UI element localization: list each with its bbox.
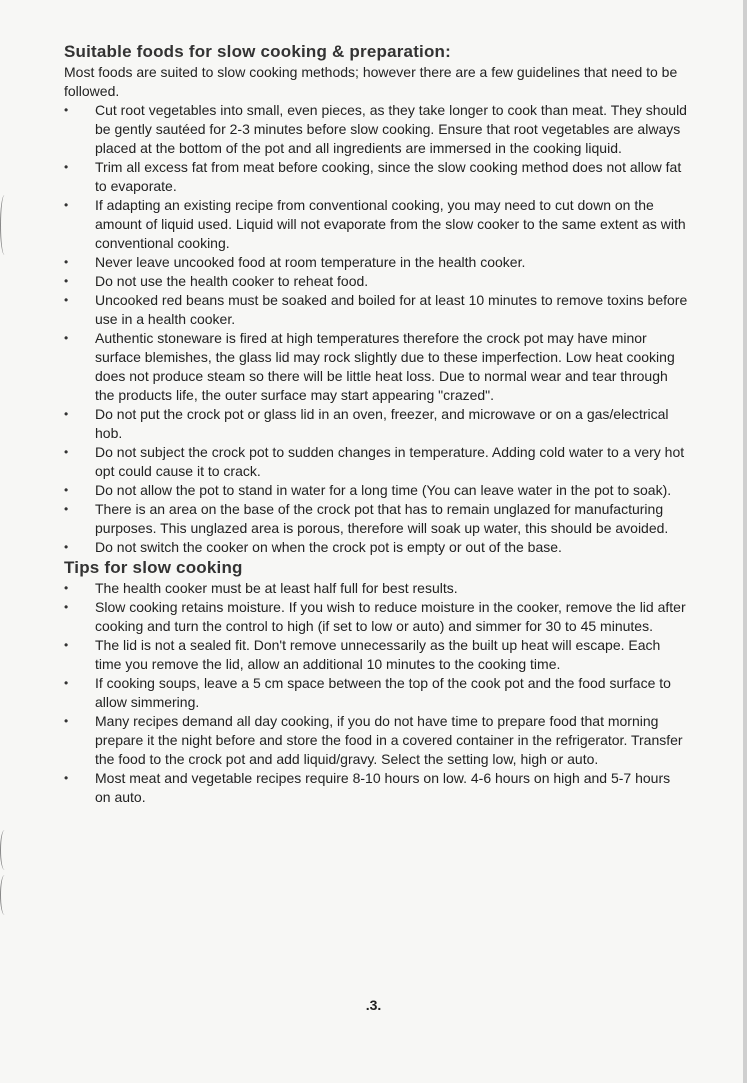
list-item-text: Uncooked red beans must be soaked and boiled for at least 10 minutes to remove toxins before use in a health cooker.: [95, 292, 688, 327]
list-item-text: Do not switch the cooker on when the crock pot is empty or out of the base.: [95, 539, 562, 555]
bullet-icon: •: [64, 600, 69, 614]
bullet-icon: •: [64, 502, 69, 516]
list-item: [64, 443, 689, 481]
list-item-text: If adapting an existing recipe from conventional cooking, you may need to cut down on the amount of liquid used. Liquid will not evaporate from the slow cooker to the same extent as with conventional cooking.: [95, 197, 686, 251]
section-heading-suitable-foods: Suitable foods for slow cooking & preparation:: [64, 42, 452, 61]
bullet-icon: •: [64, 103, 69, 117]
list-item-text: Most meat and vegetable recipes require 8-10 hours on low. 4-6 hours on high and 5-7 hours on auto.: [95, 770, 671, 805]
intro-paragraph: Most foods are suited to slow cooking methods; however there are a few guidelines that need to be followed.: [64, 64, 678, 99]
list-item-text: If cooking soups, leave a 5 cm space between the top of the cook pot and the food surface to allow simmering.: [95, 675, 671, 710]
list-item-text: Many recipes demand all day cooking, if you do not have time to prepare food that morning prepare it the night before and store the food in a covered container in the refrigerator. Transfer the food to the crock pot and add liquid/gravy. Select the setting low, high or auto.: [95, 713, 683, 767]
list-item-text: Do not put the crock pot or glass lid in an oven, freezer, and microwave or on a gas/electrical hob.: [95, 406, 669, 441]
document-body: [64, 41, 689, 807]
bullet-icon: •: [64, 638, 69, 652]
list-item-text: Do not subject the crock pot to sudden changes in temperature. Adding cold water to a very hot opt could cause it to crack.: [95, 444, 685, 479]
list-item-text: The health cooker must be at least half full for best results.: [95, 580, 458, 596]
list-item-text: Authentic stoneware is fired at high temperatures therefore the crock pot may have minor surface blemishes, the glass lid may rock slightly due to these imperfection. Low heat cooking does not produce steam so there will be little heat loss. Due to normal wear and tear through the products life, the outer surface may start appearing "crazed".: [95, 330, 675, 403]
list-item: [64, 291, 689, 329]
page-number: .3.: [365, 997, 382, 1013]
list-item: [64, 329, 689, 405]
list-item: [64, 405, 689, 443]
bullet-icon: •: [64, 483, 69, 497]
list-item-text: There is an area on the base of the crock pot that has to remain unglazed for manufacturing purposes. This unglazed area is porous, therefore will soak up water, this should be avoided.: [95, 501, 669, 536]
bullet-icon: •: [64, 331, 69, 345]
binding-hole-mark: [0, 195, 9, 255]
scan-edge: [743, 0, 747, 1083]
list-item: [64, 481, 689, 500]
list-item: [64, 538, 689, 557]
bullet-icon: •: [64, 676, 69, 690]
suitable-foods-list: [64, 101, 689, 557]
bullet-icon: •: [64, 407, 69, 421]
bullet-icon: •: [64, 160, 69, 174]
list-item: [64, 598, 689, 636]
bullet-icon: •: [64, 445, 69, 459]
list-item: [64, 579, 689, 598]
list-item-text: Slow cooking retains moisture. If you wish to reduce moisture in the cooker, remove the lid after cooking and turn the control to high (if set to low or auto) and simmer for 30 to 45 minutes.: [95, 599, 686, 634]
bullet-icon: •: [64, 255, 69, 269]
list-item-text: Do not use the health cooker to reheat food.: [95, 273, 369, 289]
binding-hole-mark: [0, 830, 9, 870]
list-item-text: Do not allow the pot to stand in water for a long time (You can leave water in the pot to soak).: [95, 482, 672, 498]
bullet-icon: •: [64, 198, 69, 212]
bullet-icon: •: [64, 581, 69, 595]
bullet-icon: •: [64, 714, 69, 728]
list-item: [64, 196, 689, 253]
bullet-icon: •: [64, 293, 69, 307]
list-item: [64, 674, 689, 712]
list-item: [64, 158, 689, 196]
list-item: [64, 101, 689, 158]
list-item: [64, 253, 689, 272]
list-item-text: Never leave uncooked food at room temperature in the health cooker.: [95, 254, 526, 270]
bullet-icon: •: [64, 540, 69, 554]
section-heading-tips: Tips for slow cooking: [64, 558, 243, 577]
list-item: [64, 712, 689, 769]
bullet-icon: •: [64, 274, 69, 288]
binding-hole-mark: [0, 875, 9, 915]
list-item-text: The lid is not a sealed fit. Don't remove unnecessarily as the built up heat will escape. Each time you remove the lid, allow an additional 10 minutes to the cooking time.: [95, 637, 661, 672]
list-item-text: Cut root vegetables into small, even pieces, as they take longer to cook than meat. They should be gently sautéed for 2-3 minutes before slow cooking. Ensure that root vegetables are always placed at the bottom of the pot and all ingredients are immersed in the cooking liquid.: [95, 102, 687, 156]
list-item-text: Trim all excess fat from meat before cooking, since the slow cooking method does not allow fat to evaporate.: [95, 159, 682, 194]
tips-list: [64, 579, 689, 807]
list-item: [64, 769, 689, 807]
list-item: [64, 272, 689, 291]
list-item: [64, 636, 689, 674]
list-item: [64, 500, 689, 538]
bullet-icon: •: [64, 771, 69, 785]
